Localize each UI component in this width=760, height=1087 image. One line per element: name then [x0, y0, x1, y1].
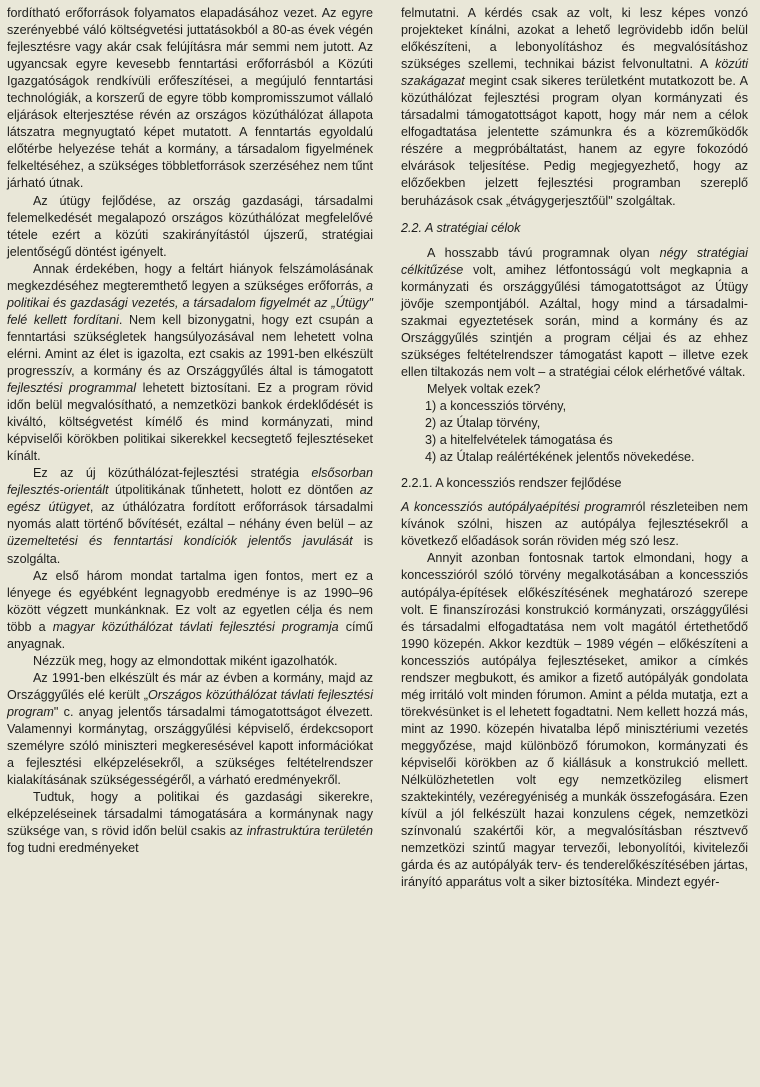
text-run: Nézzük meg, hogy az elmondottak miként igazolhatók. — [33, 653, 338, 668]
italic-text: négy stratégiai célkitűzése — [401, 245, 748, 277]
paragraph — [401, 499, 748, 550]
text-run: " c. anyag jelentős társadalmi támogatottságot élvezett. Valamennyi kormánytag, országgyűlési képviselő, érdekcsoport személyre szóló miniszteri megkeresésével kapott információkat a fejlesztési elképzelésekről, a szükséges feltételrendszer kialakításának szükségességéről, a várható eredményekről. — [7, 704, 373, 788]
paragraph — [7, 789, 373, 857]
text-run: megint csak sikeres területként mutatkozott be. A közúthálózat fejlesztési program olyan kormányzati és társadalmi támogatottságot kapott, hogy már nem a célok elfogadtatása jelentette számunkra és a közreműködők részére a megpróbáltatást, hanem az egyre fokozódó elvárások teljesítése. Pedig megjegyezhető, hogy az előzőekben jelzett fejlesztési programban szereplő beruházások csak „étvágygerjesztőül" szolgáltak. — [401, 74, 748, 208]
strategic-goal-item: 4) az Útalap reálértékének jelentős növekedése. — [425, 450, 695, 465]
paragraph — [7, 193, 373, 261]
italic-text: A koncessziós autópályaépítési program — [401, 500, 632, 515]
strategic-goal-item: 1) a koncessziós törvény, — [425, 399, 567, 414]
text-run: felmutatni. A kérdés csak az volt, ki lesz képes vonzó projekteket kínálni, azokat a lehető legrövidebb időn belül előkészíteni, a lebonyolításhoz és megvalósításhoz szükséges szellemi, technikai bázist felvonultatni. A — [401, 6, 748, 72]
text-run: Az első három mondat tartalma igen fontos, mert ez a lényege és egyébként legnagyobb eredménye is az 1990–96 között végzett munkánknak. Ez volt az egyetlen célja és nem több a — [7, 568, 373, 634]
paragraph — [401, 550, 748, 891]
italic-text: fejlesztési programmal — [7, 381, 137, 396]
italic-text: a politikai és gazdasági vezetés, a társadalom figyelmét az „Útügy" felé kellett fordítani — [7, 278, 373, 327]
italic-text: az egész útügyet — [7, 483, 373, 515]
paragraph — [401, 245, 748, 381]
strategic-goal-item: 3) a hitelfelvételek támogatása és — [425, 433, 613, 448]
text-run: is szolgálta. — [7, 534, 373, 566]
text-run: . Nem kell bizonygatni, hogy ezt csupán a fenntartási szükségletek hangsúlyozásával nem lehetett volna elérni. Amint az élet is igazolta, ezt csakis az 1991-ben elkészült progresszív, a kormány és az Országgyűlés által is támogatott — [7, 312, 373, 378]
text-run: Tudtuk, hogy a politikai és gazdasági sikerekre, elképzeléseinek társadalmi támogatására a kormánynak nagy szüksége van, s rövid időn belül csakis az — [7, 790, 373, 839]
left-column — [7, 5, 373, 857]
text-run: lehetett biztosítani. Ez a program rövid időn belül megvalósítható, a nemzetközi bankok érdeklődését is kiváltó, költségvetést kímélő és mind kormányzati, mind képviselői körökben politikai sikerekkel kecsegtető fejlesztéseket kínált. — [7, 381, 373, 464]
text-run: fordítható erőforrások folyamatos elapadásához vezet. Az egyre szerényebbé váló költségvetési juttatásokból a 80-as évek végén fejlesztésre vagy akár csak felújításra már semmi nem jutott. Az ugyancsak egyre kevesebb fenntartási erőforrásból a Közúti Igazgatóságok rendkívüli erőfeszítései, a megújuló fenntartási technológiák, a korszerű de egyre több kompromisszumot vállaló eljárások elterjesztése révén az országos közúthálózat állapota látszatra megnyugtató képet mutatott. A fenntartás egyoldalú előtérbe helyezése tehát a kormány, a társadalom figyelmének felkeltéséhez, a szükséges többletforrások szerzéséhez nem tűnt járható útnak. — [7, 6, 373, 191]
italic-text: közúti szakágazat — [401, 57, 748, 89]
paragraph — [7, 5, 373, 193]
text-run: Annyit azonban fontosnak tartok elmondani, hogy a koncesszióról szóló törvény megalkotásában a koncessziós autópálya-építések előkészítésének meghatározó szerepe volt. E finanszírozási konstrukció kormányzati, országgyűlési és társadalmi elfogadtatása nem volt magától értethetődő 1990 közepén. Akkor kezdtük – 1989 végén – előkészíteni a koncessziós autópálya fejlesztéseket, amikor a címkés rendszer megbukott, és amikor a fizető autópályák gondolata még irritáló volt minden fórumon. Amint a példa mutatja, ezt a törekvésünket is el lehetett fogadtatni. Nem kellett hozzá más, mint az 1990. közepén hivatalba lépő minisztériumi vezetés meggyőzése, majd különböző fórumokon, kormányzati és képviselői körökben az ő kiállásuk a konstrukció mellett. Nélkülözhetetlen volt egy nemzetközileg elismert szaktekintély, vezéregyéniség a munkák összefogására. Ezen kívül a jól felkészült hazai konzulens cégek, nemzetközi színvonalú szakértői kör, a megvalósításban résztvevő nemzetközi szintű magyar tervezői, lebonyolítói, kivitelezői gárda és az autópályák terv- és tenderelőkészítésében jártas, irányító apparátus volt a siker biztosítéka. Mindezt egyér- — [401, 551, 748, 890]
strategic-goals-list — [401, 398, 748, 466]
strategic-goal-item: 2) az Útalap törvény, — [425, 416, 541, 431]
paragraph — [7, 670, 373, 789]
italic-text: üzemeltetési és fenntartási kondíciók jelentős javulását — [7, 534, 353, 549]
italic-text: Országos közúthálózat távlati fejlesztési program — [7, 687, 373, 719]
concession-section-body — [401, 499, 748, 891]
text-run: ról részleteiben nem kívánok szólni, hiszen az autópálya fejlesztésekről a következő előadások során röviden még szó lesz. — [401, 500, 748, 549]
text-run: fog tudni eredményeket — [7, 841, 139, 856]
strategic-goals-intro — [401, 245, 748, 398]
text-run: Az 1991-ben elkészült és már az évben a kormány, majd az Országgyűlés elé került „ — [7, 670, 373, 702]
text-run: útpolitikának tűnhetett, holott ez döntően — [108, 483, 360, 498]
italic-text: elsősorban fejlesztés-orientált — [7, 466, 373, 498]
paragraph — [7, 653, 373, 670]
text-run: Az útügy fejlődése, az ország gazdasági, társadalmi felemelkedését megalapozó országos közúthálózat megfelelővé tétele ezért a közúti szakirányítástól újszerű, stratégiai jelentőségű döntést igényelt. — [7, 193, 373, 259]
text-run: volt, amihez létfontosságú volt megkapnia a kormányzati és országgyűlési támogatottságot az Útügy jövője szempontjából. Azáltal, hogy mind a társadalmi-szakmai egyeztetések során, mind a kormány és az Országgyűlés szintjén a program céljai és az ehhez szükséges feltételrendszer támogatást kapott – illetve ezek ellen tiltakozás nem volt – a stratégiai célok elérhetővé váltak. — [401, 262, 748, 379]
text-run: című anyagnak. — [7, 619, 373, 651]
paragraph — [7, 568, 373, 653]
section-heading-2-2-1: 2.2.1. A koncessziós rendszer fejlődése — [401, 476, 622, 491]
right-column-top — [401, 5, 748, 210]
text-run: A hosszabb távú programnak olyan — [427, 245, 660, 260]
italic-text: magyar közúthálózat távlati fejlesztési programja — [52, 619, 339, 634]
italic-text: infrastruktúra területén — [246, 824, 374, 839]
paragraph — [7, 465, 373, 567]
paragraph — [401, 5, 748, 210]
section-heading-2-2: 2.2. A stratégiai célok — [401, 220, 521, 235]
text-run: Melyek voltak ezek? — [427, 381, 541, 396]
text-run: , az úthálózatra fordított erőforrások társadalmi nyomás alatt történő bővítését, ezáltal – néhány éven belül – az — [7, 500, 374, 532]
text-run: Annak érdekében, hogy a feltárt hiányok felszámolásának megkezdéséhez megteremthető legyen a szükséges erőforrás, — [7, 261, 373, 293]
paragraph — [401, 381, 748, 398]
paragraph — [7, 261, 373, 466]
text-run: Ez az új közúthálózat-fejlesztési stratégia — [33, 466, 312, 481]
right-column — [401, 5, 748, 891]
